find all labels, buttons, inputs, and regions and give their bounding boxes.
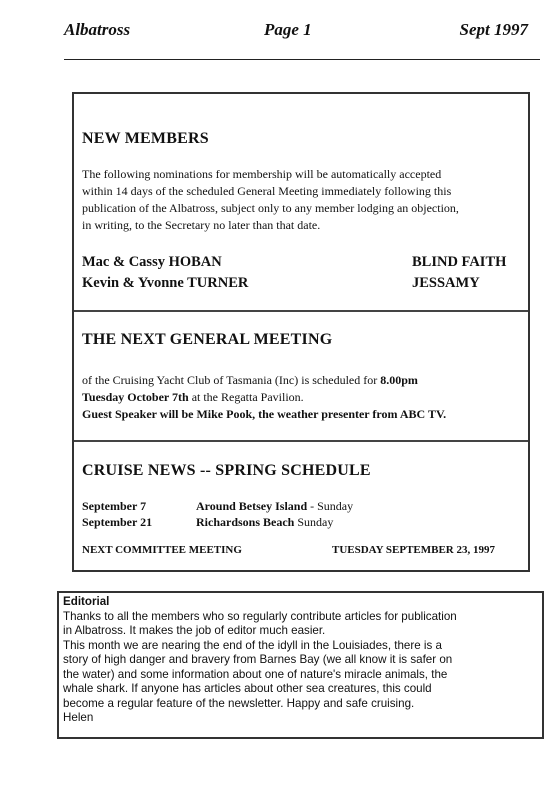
intro-line: in writing, to the Secretary no later than that date. xyxy=(82,218,321,232)
issue-date: Sept 1997 xyxy=(459,20,528,39)
general-meeting-title: THE NEXT GENERAL MEETING xyxy=(82,331,333,348)
cruise-day: - Sunday xyxy=(307,499,354,513)
notices-box xyxy=(72,92,530,572)
editorial-line: become a regular feature of the newsletter. Happy and safe cruising. xyxy=(63,696,415,710)
page-header xyxy=(64,20,528,42)
general-meeting-section xyxy=(74,312,528,440)
editorial-line: story of high danger and bravery from Barnes Bay (we all know it is safer on xyxy=(63,653,453,666)
member-name: Kevin & Yvonne TURNER xyxy=(82,275,249,291)
newsletter-name: Albatross xyxy=(64,20,131,39)
member-boat: JESSAMY xyxy=(412,275,480,291)
editorial-line: whale shark. If anyone has articles about other sea creatures, this could xyxy=(63,682,432,695)
new-members-section xyxy=(74,94,528,310)
editorial-signature: Helen xyxy=(63,711,94,724)
intro-line: The following nominations for membership will be automatically accepted xyxy=(82,167,442,181)
meeting-time: 8.00pm xyxy=(380,373,418,387)
new-members-title: NEW MEMBERS xyxy=(82,130,209,147)
guest-speaker: Guest Speaker will be Mike Pook, the weather presenter from ABC TV. xyxy=(82,407,447,421)
member-boat: BLIND FAITH xyxy=(412,254,507,270)
cruise-event xyxy=(82,498,520,514)
cruise-date: September 7 xyxy=(82,499,147,513)
cruise-schedule xyxy=(82,498,520,530)
intro-line: within 14 days of the scheduled General Meeting immediately following this xyxy=(82,184,452,198)
general-meeting-details xyxy=(82,372,520,423)
editorial-line: in Albatross. It makes the job of editor much easier. xyxy=(63,624,326,637)
cruise-news-section xyxy=(74,442,528,570)
cruise-place-name: Richardsons Beach xyxy=(196,515,295,529)
member-row xyxy=(82,273,520,294)
meeting-intro: of the Cruising Yacht Club of Tasmania (Inc) is scheduled for xyxy=(82,373,381,387)
cruise-place xyxy=(196,498,353,515)
member-name: Mac & Cassy HOBAN xyxy=(82,254,222,270)
cruise-day: Sunday xyxy=(294,515,334,529)
members-list xyxy=(82,252,520,294)
editorial-line: Thanks to all the members who so regularly contribute articles for publication xyxy=(63,609,457,623)
editorial-line: the water) and some information about one of nature's miracle animals, the xyxy=(63,667,448,681)
intro-line: publication of the Albatross, subject only to any member lodging an objection, xyxy=(82,201,459,215)
committee-label: NEXT COMMITTEE MEETING xyxy=(82,544,242,556)
member-row xyxy=(82,252,520,273)
new-members-intro xyxy=(82,166,520,234)
cruise-place xyxy=(196,514,333,531)
meeting-venue: at the Regatta Pavilion. xyxy=(188,390,304,404)
cruise-place-name: Around Betsey Island xyxy=(196,499,308,513)
cruise-date: September 21 xyxy=(82,515,153,529)
header-rule xyxy=(64,59,540,60)
editorial-box xyxy=(57,591,544,739)
editorial-title: Editorial xyxy=(63,595,110,608)
cruise-news-title: CRUISE NEWS -- SPRING SCHEDULE xyxy=(82,462,371,479)
page-number: Page 1 xyxy=(264,20,312,39)
meeting-line xyxy=(82,389,520,406)
cruise-event xyxy=(82,514,520,530)
committee-date: TUESDAY SEPTEMBER 23, 1997 xyxy=(332,544,495,556)
meeting-date: Tuesday October 7th xyxy=(82,390,189,404)
meeting-line xyxy=(82,372,520,389)
editorial-line: This month we are nearing the end of the idyll in the Louisiades, there is a xyxy=(63,638,442,652)
